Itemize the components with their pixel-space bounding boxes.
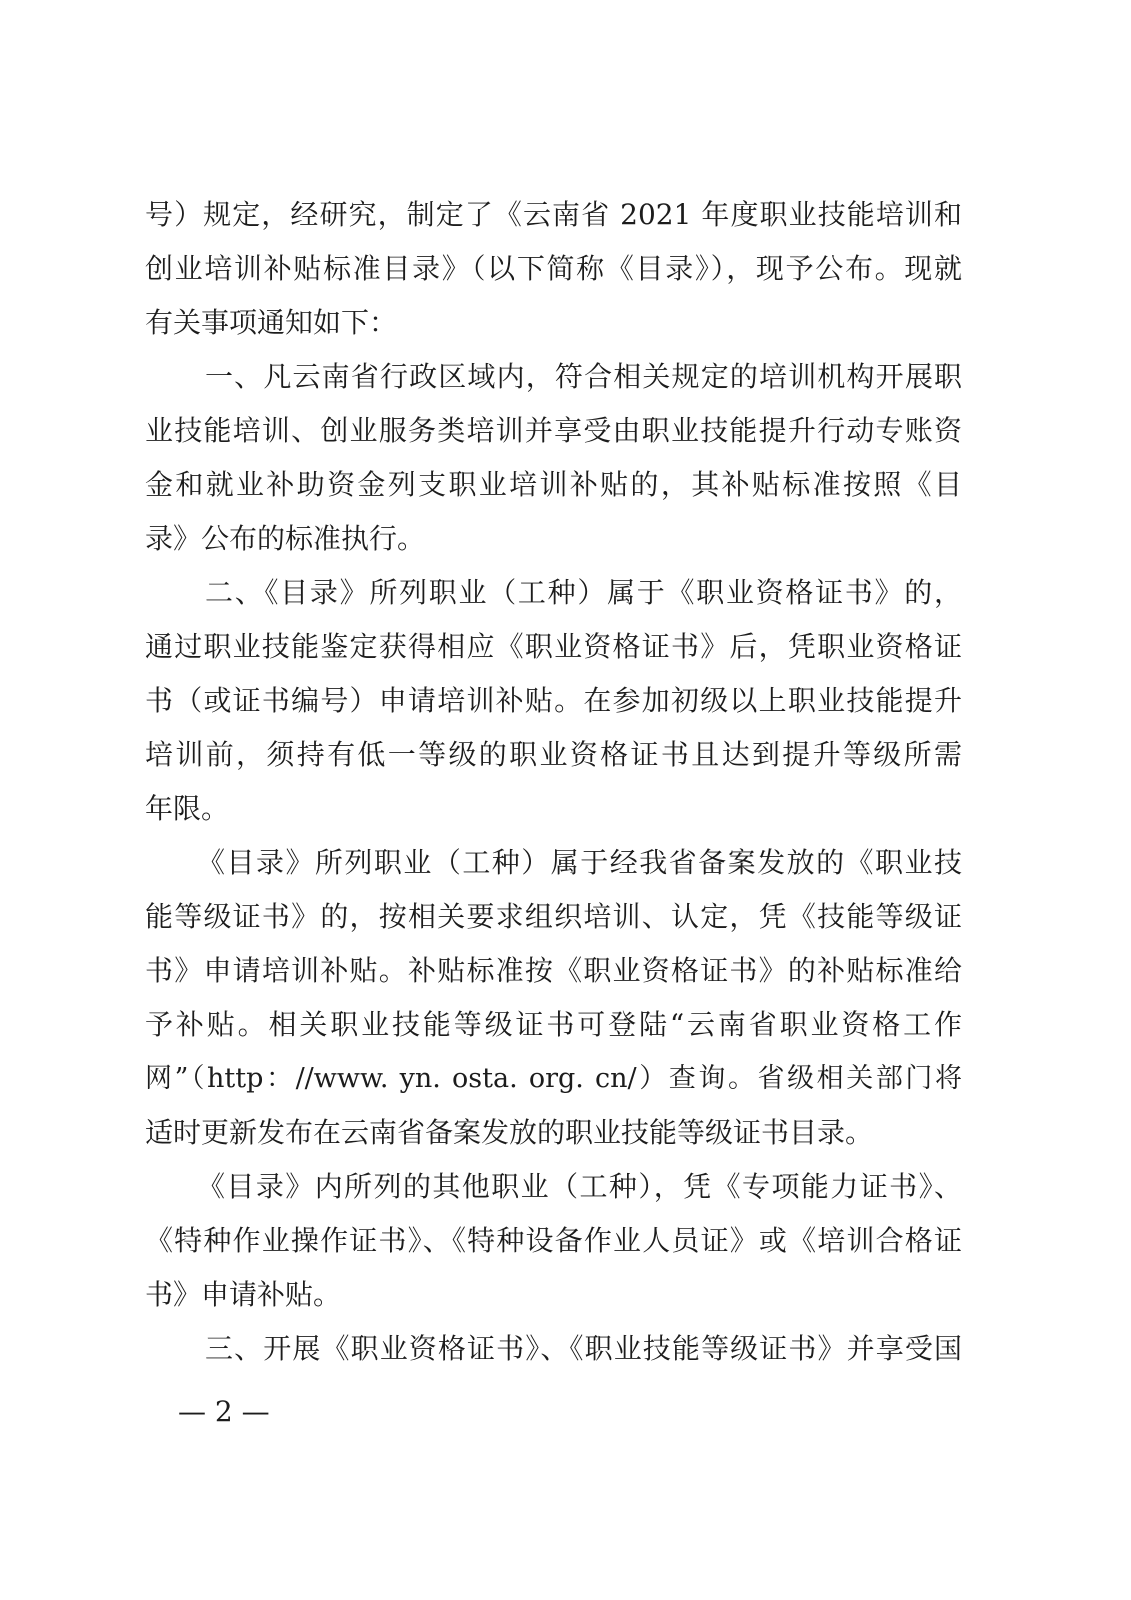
page-number: — 2 —: [178, 1395, 270, 1428]
text-line: 《目录》所列职业（工种）属于经我省备案发放的《职业技: [197, 846, 962, 879]
text-line: 年限。: [145, 792, 230, 825]
text-line: 适时更新发布在云南省备案发放的职业技能等级证书目录。: [145, 1116, 874, 1149]
text-line: 业技能培训、创业服务类培训并享受由职业技能提升行动专账资: [145, 414, 962, 447]
text-line: 号）规定，经研究，制定了《云南省 2021 年度职业技能培训和: [145, 198, 962, 231]
text-line: 网”（http：//www. yn. osta. org. cn/）查询。省级相关部门将: [145, 1063, 962, 1094]
text-line: 《目录》内所列的其他职业（工种），凭《专项能力证书》、: [197, 1170, 962, 1203]
text-line: 有关事项通知如下：: [145, 306, 398, 339]
text-line: 予补贴。相关职业技能等级证书可登陆“云南省职业资格工作: [145, 1008, 962, 1041]
document-body: [145, 188, 962, 1376]
text-line: 培训前，须持有低一等级的职业资格证书且达到提升等级所需: [145, 738, 962, 771]
text-line: 通过职业技能鉴定获得相应《职业资格证书》后，凭职业资格证: [145, 630, 962, 663]
text-line: 金和就业补助资金列支职业培训补贴的，其补贴标准按照《目: [145, 468, 962, 501]
text-line: 《特种作业操作证书》、《特种设备作业人员证》或《培训合格证: [145, 1224, 962, 1257]
text-line: 能等级证书》的，按相关要求组织培训、认定，凭《技能等级证: [145, 900, 962, 933]
text-line: 创业培训补贴标准目录》（以下简称《目录》），现予公布。现就: [145, 252, 962, 285]
text-line: 书》申请培训补贴。补贴标准按《职业资格证书》的补贴标准给: [145, 954, 962, 987]
text-line: 二、《目录》所列职业（工种）属于《职业资格证书》的，: [205, 576, 962, 609]
text-line: 录》公布的标准执行。: [145, 522, 426, 555]
text-line: 书（或证书编号）申请培训补贴。在参加初级以上职业技能提升: [145, 684, 962, 717]
text-line: 三、开展《职业资格证书》、《职业技能等级证书》并享受国: [205, 1332, 962, 1365]
text-line: 书》申请补贴。: [145, 1278, 342, 1311]
text-line: 一、凡云南省行政区域内，符合相关规定的培训机构开展职: [205, 360, 962, 393]
